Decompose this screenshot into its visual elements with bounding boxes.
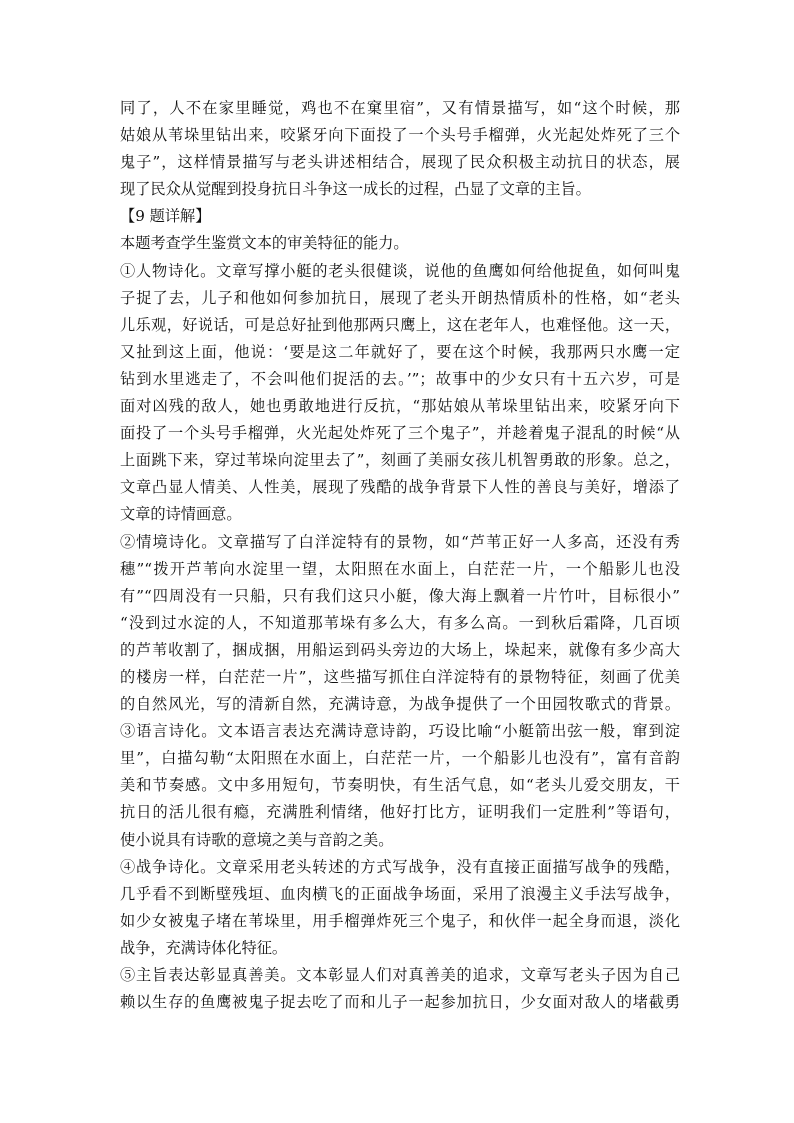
text-line: 儿乐观，好说话，可是总好扯到他那两只鹰上，这在老年人，也难怪他。这一天，: [120, 315, 680, 334]
text-line: 姑娘从苇垛里钻出来，咬紧牙向下面投了一个头号手榴弹，火光起处炸死了三个: [120, 126, 680, 145]
document-body: [120, 95, 680, 1016]
text-line: “没到过水淀的人，不知道那苇垛有多么大，有多么高。一到秋后霜降，几百顷: [120, 613, 680, 632]
text-line: 战争，充满诗体化特征。: [120, 938, 288, 957]
text-line: 穗”“拨开芦苇向水淀里一望，太阳照在水面上，白茫茫一片，一个船影儿也没: [120, 559, 680, 578]
text-line: 的自然风光，写的清新自然，充满诗意，为战争提供了一个田园牧歌式的背景。: [120, 695, 680, 714]
text-line: ⑤主旨表达彰显真善美。文本彰显人们对真善美的追求，文章写老头子因为自己: [120, 966, 680, 984]
text-line: 同了，人不在家里睡觉，鸡也不在窠里宿”，又有情景描写，如“这个时候，那: [120, 99, 680, 117]
text-line: 有”“四周没有一只船，只有我们这只小艇，像大海上飘着一片竹叶，目标很小”: [120, 586, 680, 605]
text-line: ③语言诗化。文本语言表达充满诗意诗韵，巧设比喻“小艇箭出弦一般，窜到淀: [120, 722, 680, 741]
text-line: ②情境诗化。文章描写了白洋淀特有的景物，如“芦苇正好一人多高，还没有秀: [120, 532, 680, 551]
text-line: 钻到水里逃走了，不会叫他们捉活的去。’”；故事中的少女只有十五六岁，可是: [120, 369, 680, 388]
section-heading: 【9 题详解】: [120, 207, 211, 226]
text-line: ①人物诗化。文章写撑小艇的老头很健谈，说他的鱼鹰如何给他捉鱼，如何叫鬼: [120, 261, 680, 280]
text-line: 面投了一个头号手榴弹，火光起处炸死了三个鬼子”，并趁着鬼子混乱的时候“从: [120, 424, 680, 443]
text-line: 的芦苇收割了，捆成捆，用船运到码头旁边的大场上，垛起来，就像有多少高大: [120, 640, 680, 659]
text-line: 现了民众从觉醒到投身抗日斗争这一成长的过程，凸显了文章的主旨。: [120, 180, 591, 199]
text-line: 美和节奏感。文中多用短句，节奏明快，有生活气息，如“老头儿爱交朋友，干: [120, 776, 680, 795]
text-line: 又扯到这上面，他说：‘要是这二年就好了，要在这个时候，我那两只水鹰一定: [120, 342, 680, 361]
text-line: ④战争诗化。文章采用老头转述的方式写战争，没有直接正面描写战争的残酷，: [120, 857, 680, 876]
text-line: 文章的诗情画意。: [120, 505, 242, 524]
text-line: 鬼子”，这样情景描写与老头讲述相结合，展现了民众积极主动抗日的状态，展: [120, 153, 680, 172]
text-line: 上面跳下来，穿过苇垛向淀里去了”，刻画了美丽女孩儿机智勇敢的形象。总之，: [120, 451, 680, 470]
text-line: 里”，白描勾勒“太阳照在水面上，白茫茫一片，一个船影儿也没有”，富有音韵: [120, 749, 680, 768]
text-line: 几乎看不到断壁残垣、血肉横飞的正面战争场面，采用了浪漫主义手法写战争，: [120, 884, 680, 903]
text-line: 面对凶残的敌人，她也勇敢地进行反抗，“那姑娘从苇垛里钻出来，咬紧牙向下: [120, 397, 680, 416]
text-line: 如少女被鬼子堵在苇垛里，用手榴弹炸死三个鬼子，和伙伴一起全身而退，淡化: [120, 911, 680, 930]
text-line: 文章凸显人情美、人性美，展现了残酷的战争背景下人性的善良与美好，增添了: [120, 478, 680, 497]
text-line: 本题考查学生鉴赏文本的审美特征的能力。: [120, 234, 409, 253]
text-line: 赖以生存的鱼鹰被鬼子捉去吃了而和儿子一起参加抗日，少女面对敌人的堵截勇: [120, 993, 680, 1012]
text-line: 子捉了去，儿子和他如何参加抗日，展现了老头开朗热情质朴的性格，如“老头: [120, 288, 680, 307]
text-line: 抗日的活儿很有瘾，充满胜利情绪，他好打比方，证明我们一定胜利”等语句，: [120, 803, 680, 822]
text-line: 的楼房一样，白茫茫一片”，这些描写抓住白洋淀特有的景物特征，刻画了优美: [120, 667, 680, 686]
text-line: 使小说具有诗歌的意境之美与音韵之美。: [120, 830, 394, 849]
